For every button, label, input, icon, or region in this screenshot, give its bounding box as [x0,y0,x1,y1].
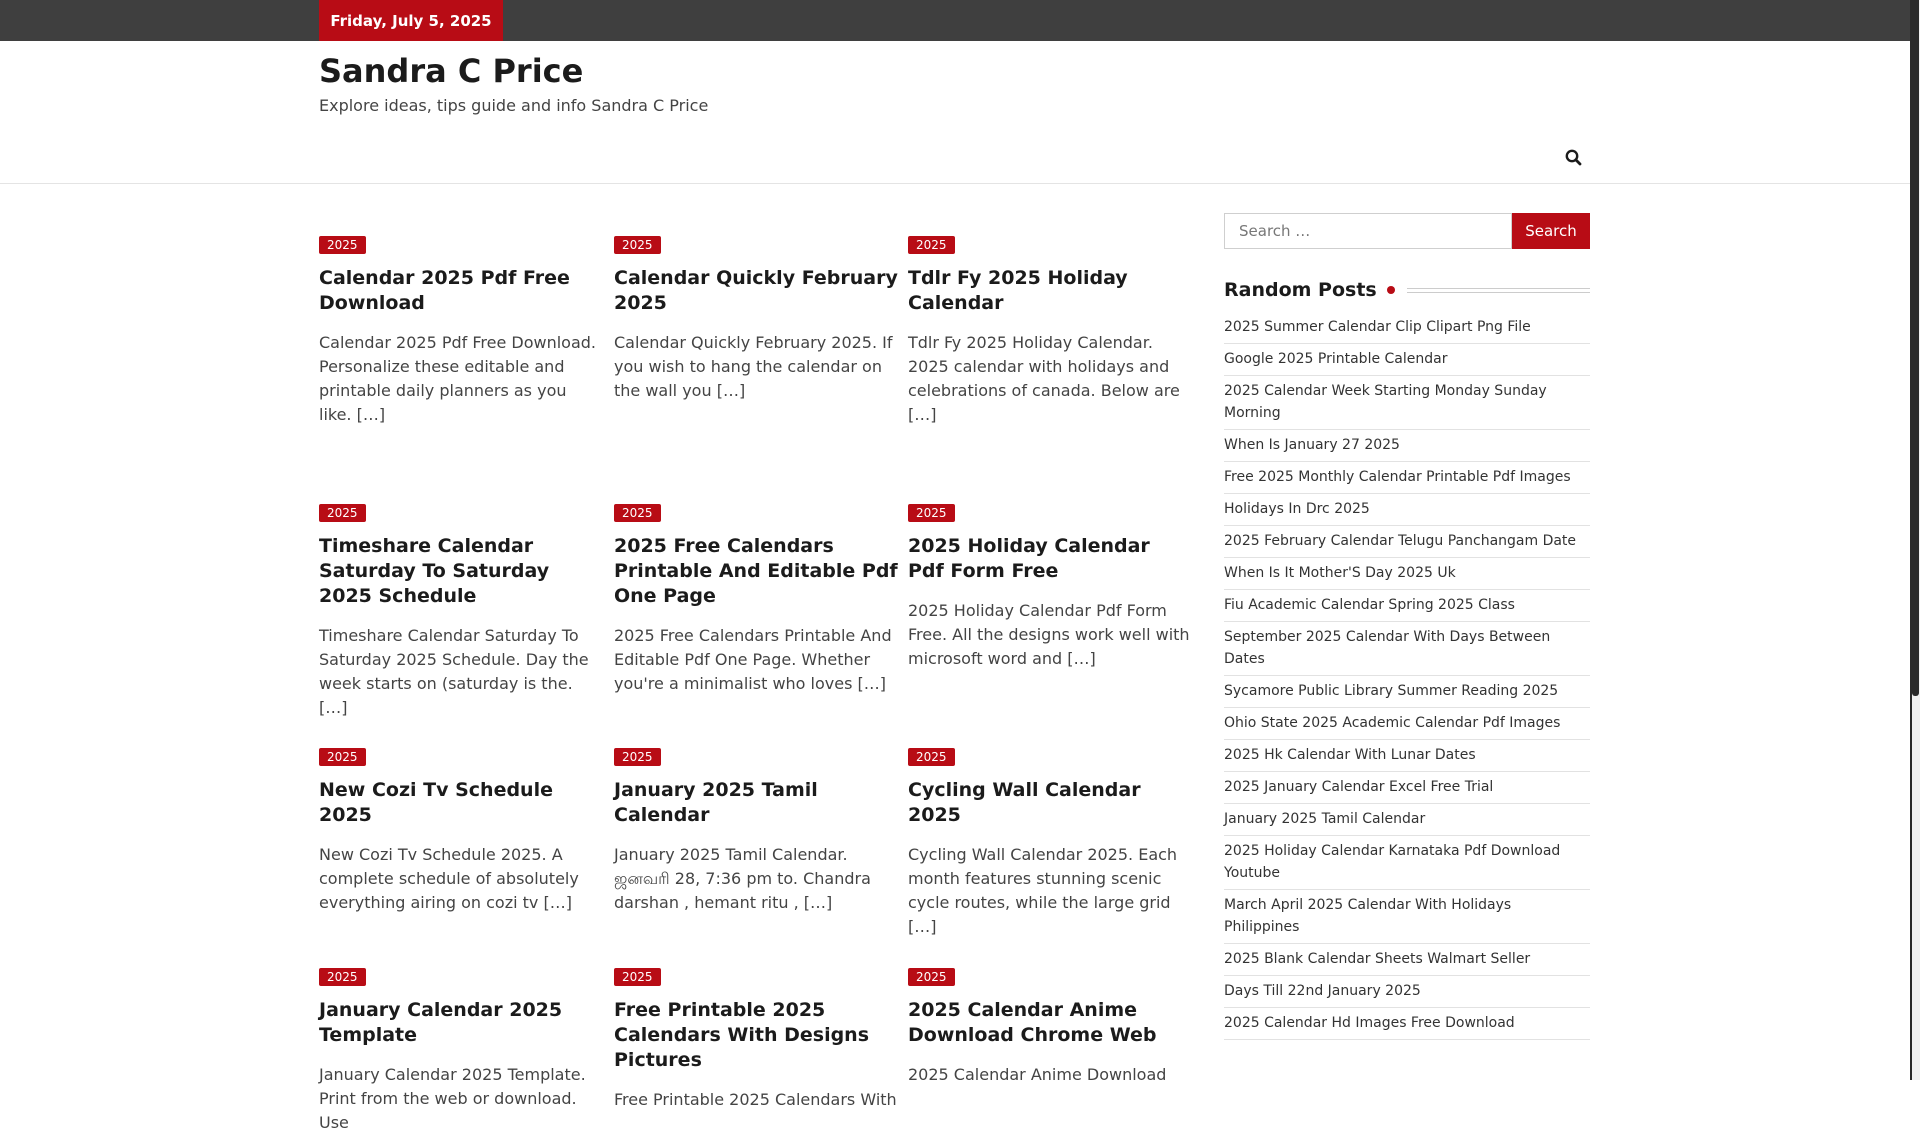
list-item[interactable]: 2025 Calendar Hd Images Free Download [1224,1008,1590,1040]
post-title[interactable]: Tdlr Fy 2025 Holiday Calendar [908,267,1128,314]
list-item[interactable]: Free 2025 Monthly Calendar Printable Pdf Images [1224,462,1590,494]
list-item[interactable]: September 2025 Calendar With Days Between Dates [1224,622,1590,676]
post-title[interactable]: January Calendar 2025 Template [319,999,563,1046]
title-dot [1387,286,1395,294]
list-item[interactable]: 2025 Blank Calendar Sheets Walmart Seller [1224,944,1590,976]
post-title[interactable]: Timeshare Calendar Saturday To Saturday 2025 Schedule [319,535,550,607]
post-card [319,502,603,720]
post-excerpt: New Cozi Tv Schedule 2025. A complete schedule of absolutely everything airing on cozi tv […] [319,845,579,912]
post-title[interactable]: Calendar 2025 Pdf Free Download [319,267,570,314]
post-card [319,746,603,915]
site-tagline: Explore ideas, tips guide and info Sandra C Price [319,96,709,115]
list-item[interactable]: Ohio State 2025 Academic Calendar Pdf Images [1224,708,1590,740]
site-title[interactable]: Sandra C Price [319,52,584,90]
category-tag[interactable]: 2025 [614,236,661,254]
list-item[interactable]: 2025 Summer Calendar Clip Clipart Png File [1224,312,1590,344]
post-title[interactable]: January 2025 Tamil Calendar [614,779,818,826]
sidebar [1224,213,1590,1040]
list-item[interactable]: Fiu Academic Calendar Spring 2025 Class [1224,590,1590,622]
post-card [908,502,1192,671]
random-posts-list [1224,312,1590,1040]
list-item[interactable]: 2025 Calendar Week Starting Monday Sunday Morning [1224,376,1590,430]
post-excerpt: Cycling Wall Calendar 2025. Each month features stunning scenic cycle routes, while the large grid […] [908,845,1178,936]
post-card [319,966,603,1135]
post-card [319,234,603,427]
sidebar-search [1224,213,1590,249]
post-excerpt: Tdlr Fy 2025 Holiday Calendar. 2025 calendar with holidays and celebrations of canada. Below are […] [908,333,1180,424]
post-title[interactable]: 2025 Holiday Calendar Pdf Form Free [908,535,1150,582]
list-item[interactable]: 2025 January Calendar Excel Free Trial [1224,772,1590,804]
page-scrollbar[interactable] [1910,0,1920,1080]
post-card [908,234,1192,427]
post-card [614,746,898,915]
category-tag[interactable]: 2025 [908,748,955,766]
nav-divider [0,183,1910,184]
search-icon[interactable] [1564,148,1584,168]
category-tag[interactable]: 2025 [614,504,661,522]
list-item[interactable]: January 2025 Tamil Calendar [1224,804,1590,836]
post-excerpt: Calendar Quickly February 2025. If you wish to hang the calendar on the wall you […] [614,333,893,400]
post-card [614,502,898,696]
list-item[interactable]: Days Till 22nd January 2025 [1224,976,1590,1008]
post-excerpt: 2025 Free Calendars Printable And Editable Pdf One Page. Whether you're a minimalist who loves […] [614,626,892,693]
post-card [614,966,898,1112]
post-title[interactable]: 2025 Free Calendars Printable And Editable Pdf One Page [614,535,898,607]
top-bar [0,0,1910,41]
list-item[interactable]: March April 2025 Calendar With Holidays Philippines [1224,890,1590,944]
post-card [614,234,898,403]
post-excerpt: Free Printable 2025 Calendars With [614,1090,897,1109]
list-item[interactable]: 2025 February Calendar Telugu Panchangam Date [1224,526,1590,558]
post-excerpt: January 2025 Tamil Calendar. ஜனவரி 28, 7:36 pm to. Chandra darshan , hemant ritu , […] [614,845,871,912]
post-excerpt: Calendar 2025 Pdf Free Download. Personalize these editable and printable daily planners as you like. […] [319,333,597,424]
post-excerpt: 2025 Holiday Calendar Pdf Form Free. All the designs work well with microsoft word and […] [908,601,1190,668]
category-tag[interactable]: 2025 [908,968,955,986]
scrollbar-thumb[interactable] [1912,0,1919,696]
category-tag[interactable]: 2025 [319,236,366,254]
post-title[interactable]: 2025 Calendar Anime Download Chrome Web [908,999,1157,1046]
list-item[interactable]: Sycamore Public Library Summer Reading 2025 [1224,676,1590,708]
post-excerpt: January Calendar 2025 Template. Print from the web or download. Use [319,1065,586,1132]
post-title[interactable]: Calendar Quickly February 2025 [614,267,898,314]
post-title[interactable]: Free Printable 2025 Calendars With Designs Pictures [614,999,870,1071]
category-tag[interactable]: 2025 [319,748,366,766]
current-date: Friday, July 5, 2025 [319,0,503,41]
post-title[interactable]: Cycling Wall Calendar 2025 [908,779,1141,826]
search-button[interactable]: Search [1512,213,1590,249]
list-item[interactable]: 2025 Holiday Calendar Karnataka Pdf Download Youtube [1224,836,1590,890]
category-tag[interactable]: 2025 [614,968,661,986]
category-tag[interactable]: 2025 [319,504,366,522]
category-tag[interactable]: 2025 [908,236,955,254]
category-tag[interactable]: 2025 [614,748,661,766]
post-title[interactable]: New Cozi Tv Schedule 2025 [319,779,553,826]
list-item[interactable]: When Is It Mother'S Day 2025 Uk [1224,558,1590,590]
post-excerpt: Timeshare Calendar Saturday To Saturday 2025 Schedule. Day the week starts on (saturday is the. […] [319,626,589,717]
category-tag[interactable]: 2025 [908,504,955,522]
list-item[interactable]: Google 2025 Printable Calendar [1224,344,1590,376]
post-card [908,746,1192,939]
post-card [908,966,1192,1087]
list-item[interactable]: Holidays In Drc 2025 [1224,494,1590,526]
title-rule [1407,288,1590,293]
search-input[interactable] [1224,213,1512,249]
random-posts-title: Random Posts [1224,279,1377,301]
list-item[interactable]: When Is January 27 2025 [1224,430,1590,462]
random-posts-header [1224,278,1590,302]
post-excerpt: 2025 Calendar Anime Download [908,1065,1167,1084]
list-item[interactable]: 2025 Hk Calendar With Lunar Dates [1224,740,1590,772]
category-tag[interactable]: 2025 [319,968,366,986]
